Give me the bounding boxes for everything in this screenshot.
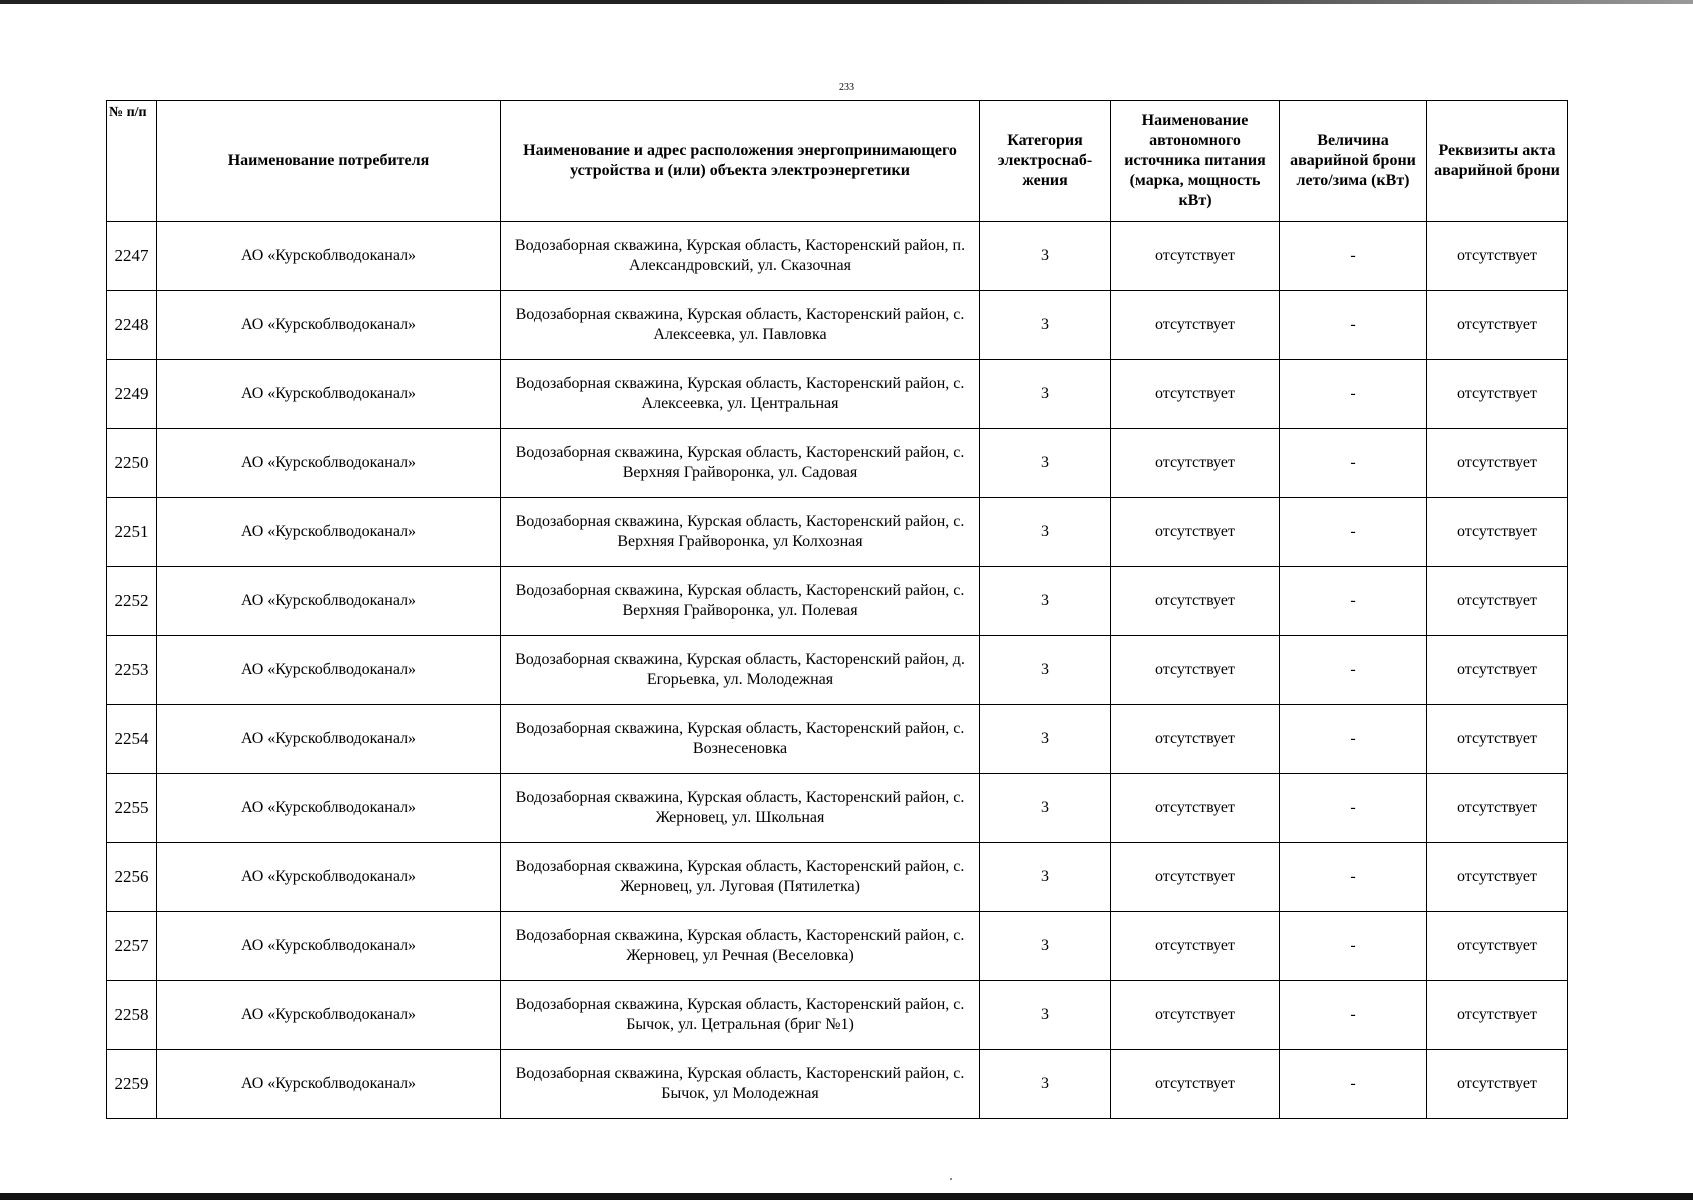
table-row (107, 360, 1568, 429)
cell-number: 2252 (107, 567, 157, 636)
cell-consumer: АО «Курскоблводоканал» (157, 291, 501, 360)
cell-autonomous-source: отсутствует (1111, 429, 1280, 498)
cell-emergency-reserve: - (1280, 429, 1427, 498)
cell-autonomous-source: отсутствует (1111, 567, 1280, 636)
header-number: № п/п (107, 101, 157, 222)
cell-autonomous-source: отсутствует (1111, 498, 1280, 567)
cell-emergency-reserve: - (1280, 222, 1427, 291)
header-consumer: Наименование потребителя (157, 101, 501, 222)
cell-supply-category: 3 (980, 981, 1111, 1050)
table-row (107, 429, 1568, 498)
cell-device-address: Водозаборная скважина, Курская область, Касторенский район, с. Бычок, ул Молодежная (501, 1050, 980, 1119)
cell-reserve-act: отсутствует (1427, 774, 1568, 843)
cell-reserve-act: отсутствует (1427, 498, 1568, 567)
cell-reserve-act: отсутствует (1427, 1050, 1568, 1119)
cell-supply-category: 3 (980, 912, 1111, 981)
cell-consumer: АО «Курскоблводоканал» (157, 705, 501, 774)
table-row (107, 912, 1568, 981)
cell-autonomous-source: отсутствует (1111, 774, 1280, 843)
cell-device-address: Водозаборная скважина, Курская область, Касторенский район, с. Бычок, ул. Цетральная (бриг №1) (501, 981, 980, 1050)
cell-device-address: Водозаборная скважина, Курская область, Касторенский район, с. Жерновец, ул. Школьная (501, 774, 980, 843)
table-row (107, 774, 1568, 843)
cell-supply-category: 3 (980, 291, 1111, 360)
cell-number: 2255 (107, 774, 157, 843)
cell-supply-category: 3 (980, 705, 1111, 774)
header-supply-category: Категория электроснаб-жения (980, 101, 1111, 222)
cell-autonomous-source: отсутствует (1111, 912, 1280, 981)
scan-edge-top (0, 0, 1693, 4)
cell-number: 2256 (107, 843, 157, 912)
cell-autonomous-source: отсутствует (1111, 705, 1280, 774)
cell-reserve-act: отсутствует (1427, 567, 1568, 636)
cell-autonomous-source: отсутствует (1111, 981, 1280, 1050)
cell-reserve-act: отсутствует (1427, 360, 1568, 429)
cell-emergency-reserve: - (1280, 636, 1427, 705)
cell-reserve-act: отсутствует (1427, 636, 1568, 705)
cell-device-address: Водозаборная скважина, Курская область, Касторенский район, п. Александровский, ул. Сказочная (501, 222, 980, 291)
cell-number: 2253 (107, 636, 157, 705)
cell-device-address: Водозаборная скважина, Курская область, Касторенский район, с. Верхняя Грайворонка, ул. Садовая (501, 429, 980, 498)
cell-consumer: АО «Курскоблводоканал» (157, 774, 501, 843)
table-row (107, 843, 1568, 912)
cell-number: 2248 (107, 291, 157, 360)
table-row (107, 498, 1568, 567)
cell-reserve-act: отсутствует (1427, 912, 1568, 981)
cell-emergency-reserve: - (1280, 912, 1427, 981)
cell-device-address: Водозаборная скважина, Курская область, Касторенский район, с. Верхняя Грайворонка, ул. Полевая (501, 567, 980, 636)
registry-table (106, 100, 1568, 1119)
cell-emergency-reserve: - (1280, 567, 1427, 636)
cell-number: 2259 (107, 1050, 157, 1119)
cell-supply-category: 3 (980, 498, 1111, 567)
cell-supply-category: 3 (980, 774, 1111, 843)
cell-supply-category: 3 (980, 1050, 1111, 1119)
cell-autonomous-source: отсутствует (1111, 222, 1280, 291)
header-autonomous-source: Наименование автономного источника питания (марка, мощность кВт) (1111, 101, 1280, 222)
table-row (107, 981, 1568, 1050)
cell-device-address: Водозаборная скважина, Курская область, Касторенский район, д. Егорьевка, ул. Молодежная (501, 636, 980, 705)
table-header (107, 101, 1568, 222)
cell-number: 2251 (107, 498, 157, 567)
cell-consumer: АО «Курскоблводоканал» (157, 429, 501, 498)
cell-consumer: АО «Курскоблводоканал» (157, 567, 501, 636)
header-row (107, 101, 1568, 222)
cell-supply-category: 3 (980, 636, 1111, 705)
cell-supply-category: 3 (980, 843, 1111, 912)
cell-device-address: Водозаборная скважина, Курская область, Касторенский район, с. Жерновец, ул. Луговая (Пятилетка) (501, 843, 980, 912)
cell-emergency-reserve: - (1280, 843, 1427, 912)
cell-device-address: Водозаборная скважина, Курская область, Касторенский район, с. Жерновец, ул Речная (Веселовка) (501, 912, 980, 981)
cell-consumer: АО «Курскоблводоканал» (157, 843, 501, 912)
cell-number: 2258 (107, 981, 157, 1050)
cell-autonomous-source: отсутствует (1111, 636, 1280, 705)
table-row (107, 567, 1568, 636)
header-emergency-reserve: Величина аварийной брони лето/зима (кВт) (1280, 101, 1427, 222)
scan-speck (950, 1178, 952, 1180)
header-reserve-act: Реквизиты акта аварийной брони (1427, 101, 1568, 222)
cell-autonomous-source: отсутствует (1111, 843, 1280, 912)
cell-number: 2257 (107, 912, 157, 981)
cell-emergency-reserve: - (1280, 774, 1427, 843)
cell-reserve-act: отсутствует (1427, 705, 1568, 774)
cell-emergency-reserve: - (1280, 498, 1427, 567)
table-row (107, 705, 1568, 774)
cell-number: 2247 (107, 222, 157, 291)
table-row (107, 222, 1568, 291)
cell-device-address: Водозаборная скважина, Курская область, Касторенский район, с. Алексеевка, ул. Павловка (501, 291, 980, 360)
cell-autonomous-source: отсутствует (1111, 291, 1280, 360)
table-row (107, 1050, 1568, 1119)
cell-number: 2249 (107, 360, 157, 429)
cell-emergency-reserve: - (1280, 981, 1427, 1050)
cell-number: 2250 (107, 429, 157, 498)
cell-device-address: Водозаборная скважина, Курская область, Касторенский район, с. Верхняя Грайворонка, ул Колхозная (501, 498, 980, 567)
cell-emergency-reserve: - (1280, 291, 1427, 360)
cell-reserve-act: отсутствует (1427, 222, 1568, 291)
scan-edge-bottom (0, 1193, 1693, 1200)
cell-consumer: АО «Курскоблводоканал» (157, 222, 501, 291)
cell-supply-category: 3 (980, 360, 1111, 429)
cell-consumer: АО «Курскоблводоканал» (157, 636, 501, 705)
cell-consumer: АО «Курскоблводоканал» (157, 981, 501, 1050)
cell-emergency-reserve: - (1280, 705, 1427, 774)
cell-autonomous-source: отсутствует (1111, 360, 1280, 429)
cell-reserve-act: отсутствует (1427, 843, 1568, 912)
cell-consumer: АО «Курскоблводоканал» (157, 498, 501, 567)
table-row (107, 291, 1568, 360)
cell-supply-category: 3 (980, 567, 1111, 636)
cell-autonomous-source: отсутствует (1111, 1050, 1280, 1119)
cell-number: 2254 (107, 705, 157, 774)
cell-device-address: Водозаборная скважина, Курская область, Касторенский район, с. Алексеевка, ул. Центральная (501, 360, 980, 429)
cell-reserve-act: отсутствует (1427, 291, 1568, 360)
cell-reserve-act: отсутствует (1427, 981, 1568, 1050)
header-device-address: Наименование и адрес расположения энергопринимающего устройства и (или) объекта электроэнергетики (501, 101, 980, 222)
table-body (107, 222, 1568, 1119)
table-row (107, 636, 1568, 705)
cell-supply-category: 3 (980, 222, 1111, 291)
cell-emergency-reserve: - (1280, 360, 1427, 429)
page-number: 233 (839, 82, 854, 93)
cell-consumer: АО «Курскоблводоканал» (157, 1050, 501, 1119)
cell-reserve-act: отсутствует (1427, 429, 1568, 498)
cell-emergency-reserve: - (1280, 1050, 1427, 1119)
cell-device-address: Водозаборная скважина, Курская область, Касторенский район, с. Вознесеновка (501, 705, 980, 774)
cell-consumer: АО «Курскоблводоканал» (157, 360, 501, 429)
cell-supply-category: 3 (980, 429, 1111, 498)
cell-consumer: АО «Курскоблводоканал» (157, 912, 501, 981)
